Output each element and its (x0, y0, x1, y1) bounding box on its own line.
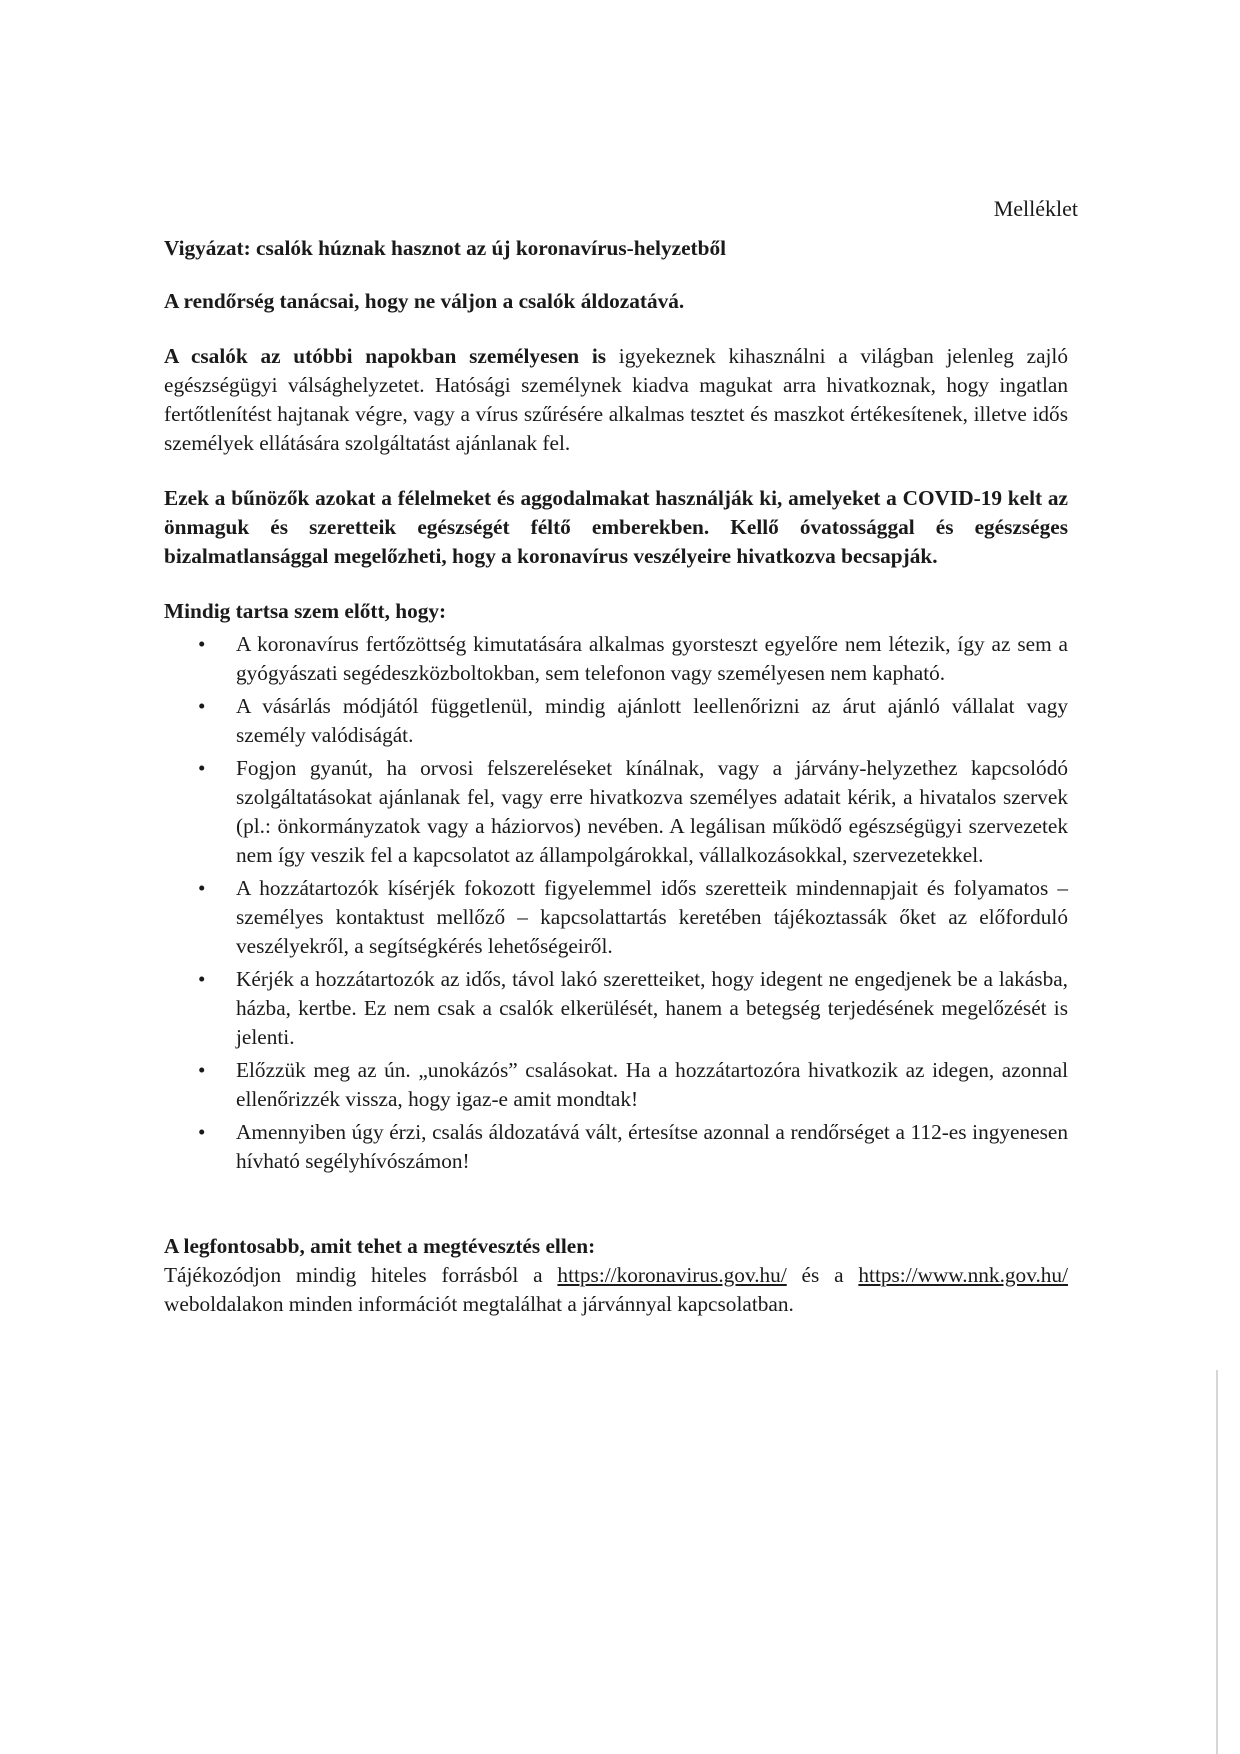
list-item (164, 1056, 1068, 1114)
bullet-icon: • (198, 1120, 206, 1144)
document-title: Vigyázat: csalók húznak hasznot az új koronavírus-helyzetből (164, 236, 727, 260)
document-subtitle: A rendőrség tanácsai, hogy ne váljon a csalók áldozatává. (164, 289, 685, 313)
final-heading: A legfontosabb, amit tehet a megtévesztés ellen: (164, 1234, 596, 1258)
final-text-before: Tájékozódjon mindig hiteles forrásból a (164, 1263, 558, 1287)
bullet-icon: • (198, 1058, 206, 1082)
list-item (164, 754, 1068, 870)
list-item (164, 965, 1068, 1052)
bullet-icon: • (198, 967, 206, 991)
list-item (164, 692, 1068, 750)
bullet-icon: • (198, 756, 206, 780)
intro-text: igyekeznek kihasználni a világban jelenleg zajló egészségügyi válsághelyzetet. Hatósági személynek kiadva magukat arra hivatkoznak, hogy ingatlan fertőtlenítést hajtanak végre, vagy a vírus szűrésére alkalmas tesztet és maszkot értékesítenek, illetve idős személyek ellátására szolgáltatást ajánlanak fel. (164, 344, 1068, 455)
list-item-text: Fogjon gyanút, ha orvosi felszereléseket kínálnak, vagy a járvány-helyzethez kapcsolódó szolgáltatásokat ajánlanak fel, vagy erre hivatkozva személyes adatait kérik, a hivatalos szervek (pl.: önkormányzatok vagy a háziorvos) nevében. A legálisan működő egészségügyi szervezetek nem így veszik fel a kapcsolatot az állampolgárokkal, vállalkozásokkal, szervezetekkel. (236, 756, 1068, 867)
list-item-text: Kérjék a hozzátartozók az idős, távol lakó szeretteiket, hogy idegent ne engedjenek be a lakásba, házba, kertbe. Ez nem csak a csalók elkerülését, hanem a betegség terjedésének megelőzését is jelenti. (236, 967, 1068, 1049)
intro-bold-lead: A csalók az utóbbi napokban személyesen is (164, 344, 607, 368)
list-item (164, 630, 1068, 688)
bullet-icon: • (198, 694, 206, 718)
warning-paragraph: Ezek a bűnözők azokat a félelmeket és aggodalmakat használják ki, amelyeket a COVID-19 kelt az önmaguk és szeretteik egészségét féltő emberekben. Kellő óvatossággal és egészséges bizalmatlansággal megelőzheti, hogy a koronavírus veszélyeire hivatkozva becsapják. (164, 486, 1068, 568)
list-item-text: Amennyiben úgy érzi, csalás áldozatává vált, értesítse azonnal a rendőrséget a 112-es ingyenesen hívható segélyhívószámon! (236, 1120, 1068, 1173)
koronavirus-link[interactable]: https://koronavirus.gov.hu/ (557, 1263, 787, 1287)
nnk-link[interactable]: https://www.nnk.gov.hu/ (858, 1263, 1068, 1287)
scan-edge-line (1216, 1370, 1218, 1754)
list-item-text: A koronavírus fertőzöttség kimutatására alkalmas gyorsteszt egyelőre nem létezik, így az sem a gyógyászati segédeszközboltokban, sem telefonon vagy személyesen nem kapható. (236, 632, 1068, 685)
tips-list (164, 630, 1068, 1176)
annex-label: Melléklet (993, 196, 1078, 221)
list-item-text: A vásárlás módjától függetlenül, mindig ajánlott leellenőrizni az árut ajánló vállalat vagy személy valódiságát. (236, 694, 1068, 747)
list-item-text: Előzzük meg az ún. „unokázós” csalásokat. Ha a hozzátartozóra hivatkozik az idegen, azonnal ellenőrizzék vissza, hogy igaz-e amit mondtak! (236, 1058, 1068, 1111)
list-item-text: A hozzátartozók kísérjék fokozott figyelemmel idős szeretteik mindennapjait és folyamatos – személyes kontaktust mellőző – kapcsolattartás keretében tájékoztassák őket az előforduló veszélyekről, a segítségkérés lehetőségeiről. (236, 876, 1068, 958)
intro-paragraph (164, 342, 1068, 458)
list-item (164, 874, 1068, 961)
bullet-icon: • (198, 632, 206, 656)
final-text-middle: és a (786, 1263, 859, 1287)
bullet-icon: • (198, 876, 206, 900)
final-paragraph (164, 1261, 1068, 1319)
list-item (164, 1118, 1068, 1176)
document-body (164, 234, 1068, 1319)
tips-heading: Mindig tartsa szem előtt, hogy: (164, 599, 447, 623)
final-text-after: weboldalakon minden információt megtalálhat a járvánnyal kapcsolatban. (164, 1292, 794, 1316)
